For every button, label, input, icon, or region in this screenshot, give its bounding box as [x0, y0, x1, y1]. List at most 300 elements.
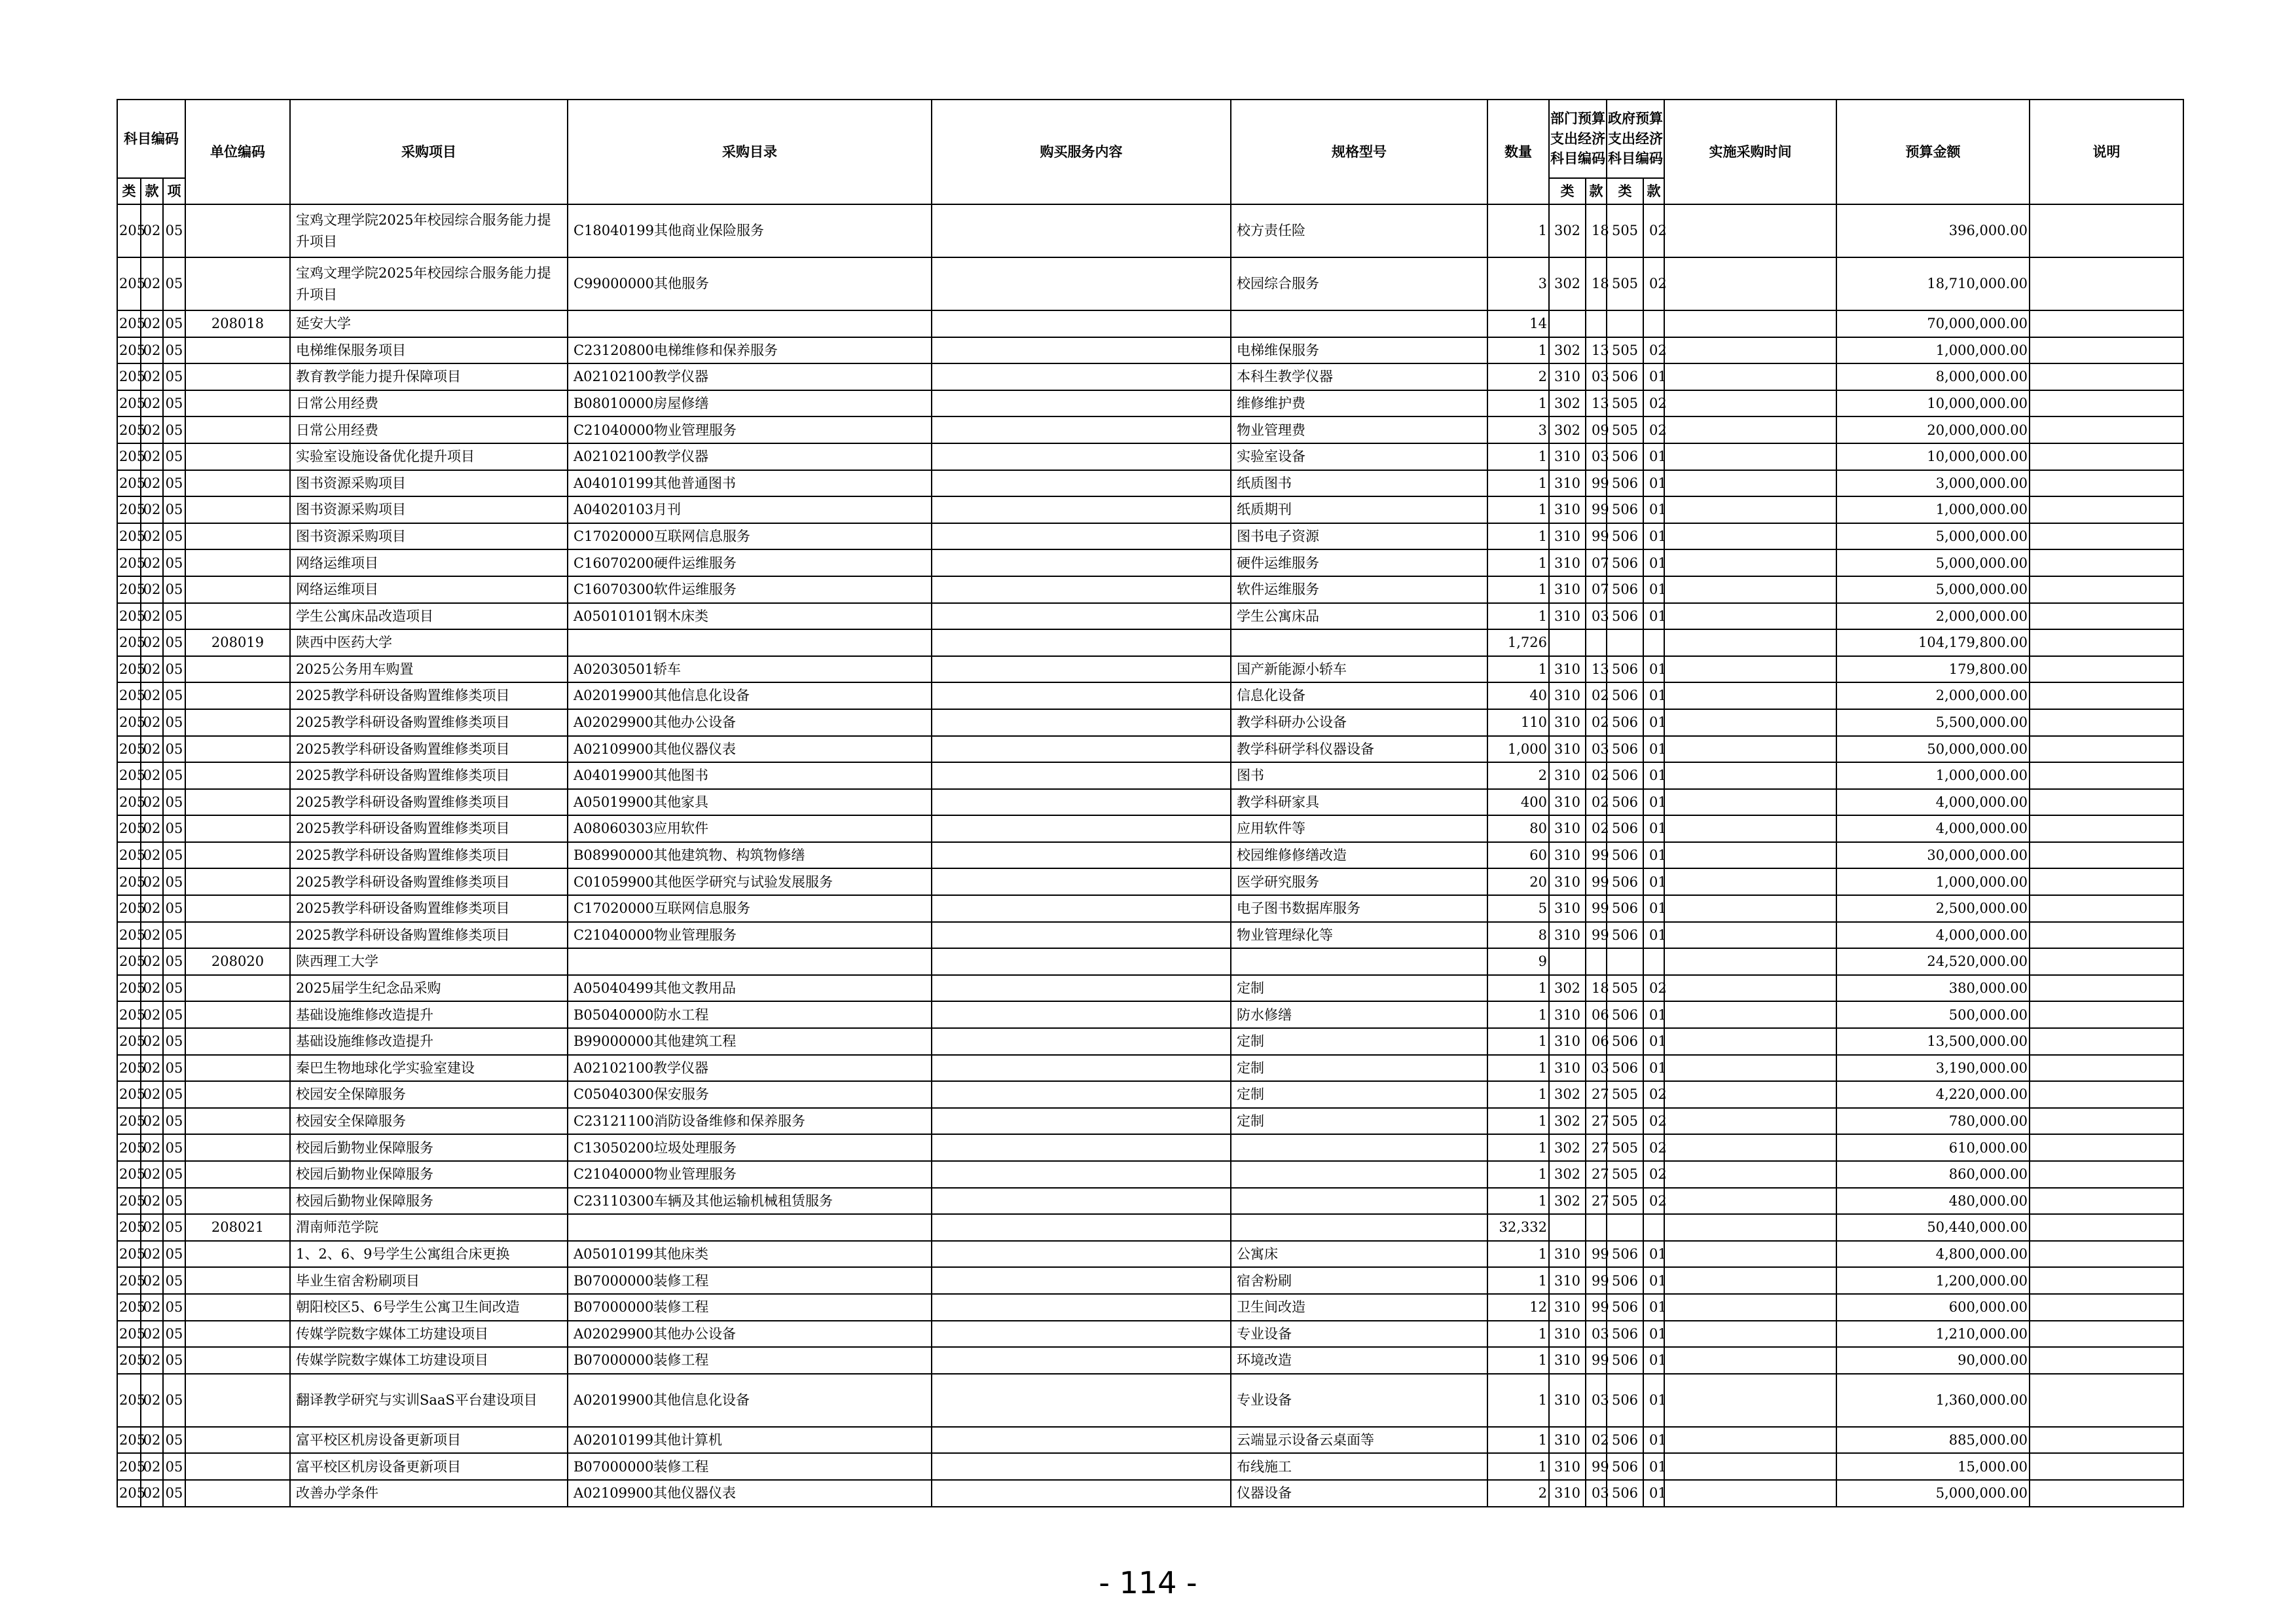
cell-unit-code — [185, 443, 290, 470]
cell-amount: 1,000,000.00 — [1836, 868, 2030, 895]
cell-service — [932, 1108, 1231, 1135]
cell-project: 翻译教学研究与实训SaaS平台建设项目 — [290, 1374, 568, 1427]
cell-dept-lei: 310 — [1549, 1453, 1586, 1480]
cell-project: 网络运维项目 — [290, 576, 568, 603]
cell-kuan: 02 — [141, 576, 163, 603]
cell-amount: 1,000,000.00 — [1836, 337, 2030, 364]
cell-spec — [1231, 629, 1487, 656]
cell-qty: 1 — [1487, 1374, 1549, 1427]
table-row — [117, 337, 2183, 364]
cell-gov-kuan: 01 — [1643, 682, 1664, 709]
cell-dept-kuan: 03 — [1586, 736, 1607, 763]
cell-lei: 205 — [117, 629, 141, 656]
cell-unit-code — [185, 789, 290, 816]
cell-dept-lei: 310 — [1549, 1028, 1586, 1055]
cell-time — [1664, 1188, 1836, 1215]
cell-note — [2030, 1001, 2183, 1028]
cell-catalog: C01059900其他医学研究与试验发展服务 — [568, 868, 932, 895]
cell-note — [2030, 1241, 2183, 1268]
header-catalog: 采购目录 — [568, 100, 932, 204]
header-unit-code: 单位编码 — [185, 100, 290, 204]
cell-project: 陕西中医药大学 — [290, 629, 568, 656]
cell-catalog: C23121100消防设备维修和保养服务 — [568, 1108, 932, 1135]
cell-project: 1、2、6、9号学生公寓组合床更换 — [290, 1241, 568, 1268]
table-row — [117, 1188, 2183, 1215]
table-row — [117, 603, 2183, 630]
cell-dept-kuan: 13 — [1586, 390, 1607, 417]
cell-qty: 1 — [1487, 470, 1549, 497]
cell-time — [1664, 1134, 1836, 1161]
cell-service — [932, 390, 1231, 417]
cell-spec — [1231, 1214, 1487, 1241]
cell-note — [2030, 682, 2183, 709]
cell-amount: 4,800,000.00 — [1836, 1241, 2030, 1268]
cell-lei: 205 — [117, 416, 141, 443]
page-number: - 114 - — [1099, 1565, 1197, 1600]
cell-time — [1664, 549, 1836, 576]
cell-unit-code — [185, 1374, 290, 1427]
cell-kuan: 02 — [141, 1161, 163, 1188]
cell-gov-lei: 506 — [1607, 709, 1643, 736]
cell-dept-lei: 310 — [1549, 895, 1586, 922]
cell-time — [1664, 576, 1836, 603]
cell-dept-kuan: 27 — [1586, 1134, 1607, 1161]
table-row — [117, 842, 2183, 869]
cell-amount: 4,000,000.00 — [1836, 815, 2030, 842]
cell-spec: 医学研究服务 — [1231, 868, 1487, 895]
cell-unit-code — [185, 576, 290, 603]
cell-gov-kuan: 01 — [1643, 576, 1664, 603]
cell-dept-lei: 310 — [1549, 496, 1586, 523]
cell-spec: 信息化设备 — [1231, 682, 1487, 709]
cell-amount: 8,000,000.00 — [1836, 363, 2030, 390]
cell-dept-lei: 310 — [1549, 922, 1586, 949]
cell-gov-kuan: 01 — [1643, 815, 1664, 842]
cell-project: 朝阳校区5、6号学生公寓卫生间改造 — [290, 1294, 568, 1321]
cell-kuan: 02 — [141, 1028, 163, 1055]
cell-qty: 1 — [1487, 1081, 1549, 1108]
cell-gov-lei — [1607, 310, 1643, 337]
cell-gov-lei: 506 — [1607, 789, 1643, 816]
table-row — [117, 895, 2183, 922]
cell-service — [932, 709, 1231, 736]
cell-gov-lei: 506 — [1607, 496, 1643, 523]
cell-lei: 205 — [117, 1453, 141, 1480]
cell-dept-kuan: 99 — [1586, 1267, 1607, 1294]
cell-project: 2025教学科研设备购置维修类项目 — [290, 922, 568, 949]
cell-spec: 电梯维保服务 — [1231, 337, 1487, 364]
cell-catalog: A02019900其他信息化设备 — [568, 682, 932, 709]
cell-gov-lei: 506 — [1607, 1267, 1643, 1294]
cell-xiang: 05 — [163, 1214, 185, 1241]
cell-amount: 1,000,000.00 — [1836, 762, 2030, 789]
cell-kuan: 02 — [141, 922, 163, 949]
cell-note — [2030, 337, 2183, 364]
cell-lei: 205 — [117, 1267, 141, 1294]
cell-gov-kuan: 01 — [1643, 496, 1664, 523]
cell-dept-lei — [1549, 629, 1586, 656]
cell-amount: 5,000,000.00 — [1836, 523, 2030, 550]
cell-kuan: 02 — [141, 496, 163, 523]
cell-qty: 14 — [1487, 310, 1549, 337]
cell-catalog: B07000000装修工程 — [568, 1453, 932, 1480]
cell-xiang: 05 — [163, 762, 185, 789]
cell-kuan: 02 — [141, 975, 163, 1002]
cell-xiang: 05 — [163, 1161, 185, 1188]
cell-catalog: A05010101钢木床类 — [568, 603, 932, 630]
cell-service — [932, 629, 1231, 656]
table-row — [117, 1214, 2183, 1241]
cell-lei: 205 — [117, 895, 141, 922]
cell-gov-kuan: 01 — [1643, 523, 1664, 550]
cell-unit-code — [185, 682, 290, 709]
cell-time — [1664, 815, 1836, 842]
cell-xiang: 05 — [163, 789, 185, 816]
cell-time — [1664, 762, 1836, 789]
cell-catalog: A08060303应用软件 — [568, 815, 932, 842]
table-row — [117, 549, 2183, 576]
cell-spec: 云端显示设备云桌面等 — [1231, 1427, 1487, 1454]
header-spec: 规格型号 — [1231, 100, 1487, 204]
cell-service — [932, 682, 1231, 709]
cell-catalog: C21040000物业管理服务 — [568, 416, 932, 443]
cell-dept-lei: 302 — [1549, 204, 1586, 257]
cell-note — [2030, 1374, 2183, 1427]
cell-xiang: 05 — [163, 1001, 185, 1028]
cell-note — [2030, 1480, 2183, 1507]
cell-xiang: 05 — [163, 603, 185, 630]
table-row — [117, 1321, 2183, 1348]
cell-catalog: C18040199其他商业保险服务 — [568, 204, 932, 257]
cell-kuan: 02 — [141, 257, 163, 310]
cell-time — [1664, 1294, 1836, 1321]
cell-note — [2030, 1108, 2183, 1135]
cell-kuan: 02 — [141, 789, 163, 816]
cell-time — [1664, 736, 1836, 763]
cell-qty: 1 — [1487, 1188, 1549, 1215]
cell-spec: 宿舍粉刷 — [1231, 1267, 1487, 1294]
cell-spec: 纸质期刊 — [1231, 496, 1487, 523]
header-gov-budget: 政府预算支出经济科目编码 — [1607, 100, 1664, 178]
cell-note — [2030, 762, 2183, 789]
cell-dept-lei: 310 — [1549, 709, 1586, 736]
cell-gov-kuan: 01 — [1643, 736, 1664, 763]
cell-xiang: 05 — [163, 922, 185, 949]
cell-kuan: 02 — [141, 815, 163, 842]
cell-catalog: C16070300软件运维服务 — [568, 576, 932, 603]
cell-service — [932, 1321, 1231, 1348]
cell-dept-lei: 310 — [1549, 789, 1586, 816]
cell-qty: 3 — [1487, 257, 1549, 310]
cell-gov-lei: 506 — [1607, 549, 1643, 576]
cell-gov-lei: 506 — [1607, 656, 1643, 683]
cell-spec: 电子图书数据库服务 — [1231, 895, 1487, 922]
cell-lei: 205 — [117, 815, 141, 842]
cell-lei: 205 — [117, 443, 141, 470]
cell-qty: 1,726 — [1487, 629, 1549, 656]
header-note: 说明 — [2030, 100, 2183, 204]
cell-unit-code — [185, 1001, 290, 1028]
cell-time — [1664, 416, 1836, 443]
cell-time — [1664, 629, 1836, 656]
cell-gov-lei: 505 — [1607, 204, 1643, 257]
cell-gov-kuan — [1643, 629, 1664, 656]
cell-gov-kuan: 01 — [1643, 842, 1664, 869]
cell-xiang: 05 — [163, 1321, 185, 1348]
cell-lei: 205 — [117, 1108, 141, 1135]
cell-spec: 专业设备 — [1231, 1374, 1487, 1427]
table-row — [117, 922, 2183, 949]
cell-note — [2030, 1134, 2183, 1161]
cell-dept-lei: 310 — [1549, 736, 1586, 763]
cell-kuan: 02 — [141, 603, 163, 630]
cell-gov-kuan: 01 — [1643, 1267, 1664, 1294]
header-amount: 预算金额 — [1836, 100, 2030, 204]
cell-kuan: 02 — [141, 1188, 163, 1215]
cell-spec: 教学科研家具 — [1231, 789, 1487, 816]
cell-dept-kuan: 03 — [1586, 1321, 1607, 1348]
cell-gov-lei: 506 — [1607, 470, 1643, 497]
cell-xiang: 05 — [163, 496, 185, 523]
cell-catalog: C16070200硬件运维服务 — [568, 549, 932, 576]
cell-unit-code — [185, 1347, 290, 1374]
cell-service — [932, 842, 1231, 869]
cell-qty: 32,332 — [1487, 1214, 1549, 1241]
cell-time — [1664, 257, 1836, 310]
cell-service — [932, 363, 1231, 390]
cell-note — [2030, 948, 2183, 975]
cell-dept-lei — [1549, 1214, 1586, 1241]
cell-catalog: C99000000其他服务 — [568, 257, 932, 310]
cell-amount: 480,000.00 — [1836, 1188, 2030, 1215]
cell-service — [932, 1081, 1231, 1108]
cell-catalog: C21040000物业管理服务 — [568, 1161, 932, 1188]
header-dept-lei: 类 — [1549, 178, 1586, 204]
cell-dept-lei: 302 — [1549, 1108, 1586, 1135]
cell-lei: 205 — [117, 682, 141, 709]
cell-catalog: C23120800电梯维修和保养服务 — [568, 337, 932, 364]
table-row — [117, 310, 2183, 337]
cell-time — [1664, 523, 1836, 550]
cell-spec: 定制 — [1231, 1108, 1487, 1135]
cell-project: 电梯维保服务项目 — [290, 337, 568, 364]
cell-note — [2030, 496, 2183, 523]
cell-dept-kuan: 99 — [1586, 1453, 1607, 1480]
cell-gov-lei: 506 — [1607, 1001, 1643, 1028]
cell-amount: 10,000,000.00 — [1836, 443, 2030, 470]
cell-gov-lei: 506 — [1607, 1028, 1643, 1055]
cell-service — [932, 337, 1231, 364]
cell-dept-kuan: 07 — [1586, 549, 1607, 576]
cell-dept-kuan: 03 — [1586, 1480, 1607, 1507]
cell-gov-kuan — [1643, 948, 1664, 975]
cell-dept-lei: 302 — [1549, 1188, 1586, 1215]
cell-gov-lei: 506 — [1607, 363, 1643, 390]
cell-service — [932, 1267, 1231, 1294]
table-body — [117, 204, 2183, 1507]
cell-lei: 205 — [117, 603, 141, 630]
cell-xiang: 05 — [163, 523, 185, 550]
cell-note — [2030, 363, 2183, 390]
cell-dept-kuan: 13 — [1586, 337, 1607, 364]
cell-spec: 硬件运维服务 — [1231, 549, 1487, 576]
cell-project: 传媒学院数字媒体工坊建设项目 — [290, 1321, 568, 1348]
cell-spec: 防水修缮 — [1231, 1001, 1487, 1028]
cell-kuan: 02 — [141, 443, 163, 470]
cell-gov-lei: 505 — [1607, 390, 1643, 417]
cell-kuan: 02 — [141, 310, 163, 337]
cell-amount: 24,520,000.00 — [1836, 948, 2030, 975]
cell-gov-kuan: 02 — [1643, 1161, 1664, 1188]
cell-dept-lei: 302 — [1549, 416, 1586, 443]
cell-dept-kuan — [1586, 310, 1607, 337]
cell-time — [1664, 1347, 1836, 1374]
cell-service — [932, 549, 1231, 576]
cell-xiang: 05 — [163, 1427, 185, 1454]
table-row — [117, 736, 2183, 763]
cell-dept-kuan: 03 — [1586, 1055, 1607, 1082]
cell-catalog: A04010199其他普通图书 — [568, 470, 932, 497]
cell-project: 渭南师范学院 — [290, 1214, 568, 1241]
cell-kuan: 02 — [141, 656, 163, 683]
cell-project: 校园后勤物业保障服务 — [290, 1188, 568, 1215]
cell-kuan: 02 — [141, 1374, 163, 1427]
cell-amount: 5,500,000.00 — [1836, 709, 2030, 736]
header-service: 购买服务内容 — [932, 100, 1231, 204]
cell-dept-kuan: 03 — [1586, 363, 1607, 390]
cell-spec: 图书电子资源 — [1231, 523, 1487, 550]
cell-project: 毕业生宿舍粉刷项目 — [290, 1267, 568, 1294]
cell-kuan: 02 — [141, 204, 163, 257]
cell-project: 学生公寓床品改造项目 — [290, 603, 568, 630]
cell-amount: 13,500,000.00 — [1836, 1028, 2030, 1055]
cell-xiang: 05 — [163, 682, 185, 709]
cell-qty: 1 — [1487, 975, 1549, 1002]
table-row — [117, 1480, 2183, 1507]
cell-amount: 885,000.00 — [1836, 1427, 2030, 1454]
cell-note — [2030, 922, 2183, 949]
cell-amount: 90,000.00 — [1836, 1347, 2030, 1374]
cell-lei: 205 — [117, 1001, 141, 1028]
cell-lei: 205 — [117, 1214, 141, 1241]
table-row — [117, 1374, 2183, 1427]
cell-spec: 布线施工 — [1231, 1453, 1487, 1480]
cell-project: 网络运维项目 — [290, 549, 568, 576]
cell-gov-kuan: 01 — [1643, 603, 1664, 630]
cell-dept-kuan: 99 — [1586, 1347, 1607, 1374]
cell-catalog: C23110300车辆及其他运输机械租赁服务 — [568, 1188, 932, 1215]
header-dept-budget: 部门预算支出经济科目编码 — [1549, 100, 1607, 178]
cell-kuan: 02 — [141, 1453, 163, 1480]
cell-dept-kuan: 02 — [1586, 762, 1607, 789]
cell-project: 延安大学 — [290, 310, 568, 337]
cell-catalog: A04019900其他图书 — [568, 762, 932, 789]
cell-qty: 5 — [1487, 895, 1549, 922]
cell-lei: 205 — [117, 656, 141, 683]
cell-unit-code — [185, 1480, 290, 1507]
table-row — [117, 1161, 2183, 1188]
cell-dept-kuan: 18 — [1586, 204, 1607, 257]
cell-dept-kuan: 18 — [1586, 257, 1607, 310]
cell-catalog: B08990000其他建筑物、构筑物修缮 — [568, 842, 932, 869]
cell-dept-lei: 310 — [1549, 576, 1586, 603]
header-dept-kuan: 款 — [1586, 178, 1607, 204]
cell-time — [1664, 948, 1836, 975]
cell-catalog: C21040000物业管理服务 — [568, 922, 932, 949]
cell-catalog: A02029900其他办公设备 — [568, 709, 932, 736]
cell-amount: 10,000,000.00 — [1836, 390, 2030, 417]
cell-lei: 205 — [117, 363, 141, 390]
cell-catalog: C05040300保安服务 — [568, 1081, 932, 1108]
cell-dept-kuan: 27 — [1586, 1108, 1607, 1135]
cell-lei: 205 — [117, 1055, 141, 1082]
cell-gov-kuan — [1643, 1214, 1664, 1241]
cell-amount: 50,000,000.00 — [1836, 736, 2030, 763]
cell-kuan: 02 — [141, 1321, 163, 1348]
cell-gov-lei — [1607, 1214, 1643, 1241]
cell-qty: 60 — [1487, 842, 1549, 869]
cell-gov-lei: 505 — [1607, 1081, 1643, 1108]
cell-service — [932, 1374, 1231, 1427]
cell-spec: 物业管理绿化等 — [1231, 922, 1487, 949]
table-row — [117, 1347, 2183, 1374]
cell-amount: 70,000,000.00 — [1836, 310, 2030, 337]
cell-xiang: 05 — [163, 1081, 185, 1108]
cell-service — [932, 1241, 1231, 1268]
cell-qty: 3 — [1487, 416, 1549, 443]
cell-time — [1664, 1214, 1836, 1241]
cell-amount: 2,000,000.00 — [1836, 682, 2030, 709]
cell-xiang: 05 — [163, 1453, 185, 1480]
cell-spec: 应用软件等 — [1231, 815, 1487, 842]
cell-qty: 1 — [1487, 1108, 1549, 1135]
cell-spec — [1231, 310, 1487, 337]
cell-amount: 1,360,000.00 — [1836, 1374, 2030, 1427]
cell-dept-lei: 310 — [1549, 1267, 1586, 1294]
cell-time — [1664, 603, 1836, 630]
cell-unit-code — [185, 975, 290, 1002]
cell-spec — [1231, 948, 1487, 975]
cell-time — [1664, 842, 1836, 869]
cell-service — [932, 1347, 1231, 1374]
cell-gov-kuan: 01 — [1643, 868, 1664, 895]
cell-catalog: A02030501轿车 — [568, 656, 932, 683]
cell-gov-lei: 506 — [1607, 1055, 1643, 1082]
cell-unit-code — [185, 815, 290, 842]
cell-amount: 3,000,000.00 — [1836, 470, 2030, 497]
cell-dept-kuan: 99 — [1586, 470, 1607, 497]
cell-gov-kuan: 01 — [1643, 1374, 1664, 1427]
cell-note — [2030, 975, 2183, 1002]
cell-unit-code — [185, 337, 290, 364]
cell-unit-code — [185, 416, 290, 443]
cell-dept-lei — [1549, 310, 1586, 337]
cell-note — [2030, 443, 2183, 470]
cell-qty: 1 — [1487, 576, 1549, 603]
cell-amount: 2,500,000.00 — [1836, 895, 2030, 922]
cell-gov-lei: 506 — [1607, 1241, 1643, 1268]
cell-gov-kuan: 02 — [1643, 257, 1664, 310]
cell-lei: 205 — [117, 948, 141, 975]
cell-note — [2030, 1214, 2183, 1241]
cell-spec: 国产新能源小轿车 — [1231, 656, 1487, 683]
cell-service — [932, 523, 1231, 550]
cell-qty: 1 — [1487, 390, 1549, 417]
procurement-table — [117, 99, 2184, 1507]
cell-catalog: A04020103月刊 — [568, 496, 932, 523]
header-project: 采购项目 — [290, 100, 568, 204]
cell-qty: 40 — [1487, 682, 1549, 709]
